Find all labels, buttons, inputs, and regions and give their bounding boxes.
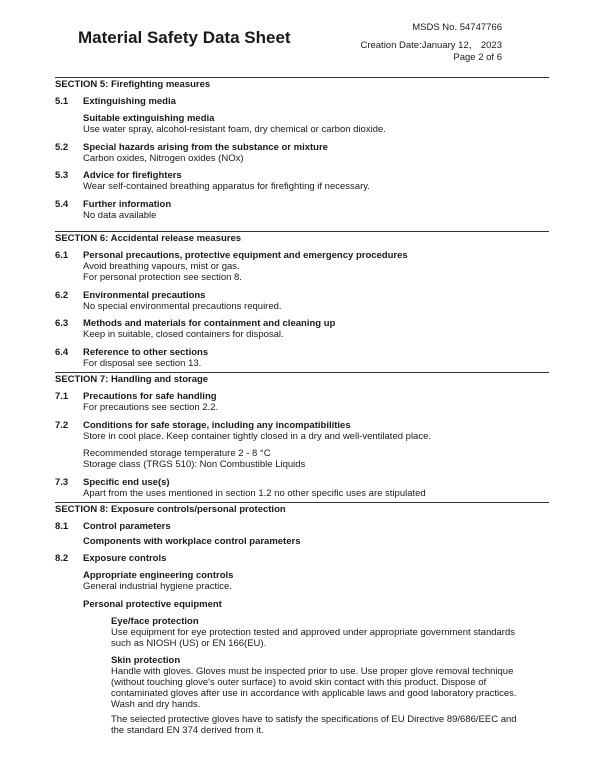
item-heading: Advice for firefighters <box>83 170 182 181</box>
item-text: Handle with gloves. Gloves must be inspected prior to use. Use proper glove removal technique <box>111 666 514 677</box>
item-heading: Exposure controls <box>83 553 167 564</box>
item-text: Wear self-contained breathing apparatus for firefighting if necessary. <box>83 181 370 192</box>
item-text: Apart from the uses mentioned in section 1.2 no other specific uses are stipulated <box>83 488 426 499</box>
item-heading: Extinguishing media <box>83 96 176 107</box>
item-number: 6.3 <box>55 318 69 329</box>
item-number: 5.1 <box>55 96 69 107</box>
item-heading: Special hazards arising from the substance or mixture <box>83 142 328 153</box>
section-divider <box>55 502 549 503</box>
item-heading: Specific end use(s) <box>83 477 170 488</box>
item-text: No special environmental precautions required. <box>83 301 282 312</box>
item-text: Carbon oxides, Nitrogen oxides (NOx) <box>83 153 244 164</box>
msds-number: MSDS No. 54747766 <box>412 22 502 33</box>
item-number: 5.3 <box>55 170 69 181</box>
section-8-title: SECTION 8: Exposure controls/personal protection <box>55 504 286 515</box>
item-heading: Personal precautions, protective equipment and emergency procedures <box>83 250 408 261</box>
item-text: Store in cool place. Keep container tightly closed in a dry and well-ventilated place. <box>83 431 432 442</box>
section-5-title: SECTION 5: Firefighting measures <box>55 79 211 90</box>
section-6-title: SECTION 6: Accidental release measures <box>55 233 242 244</box>
item-heading: Precautions for safe handling <box>83 391 217 402</box>
item-text: (without touching glove's outer surface) to avoid skin contact with this product. Dispose of <box>111 677 487 688</box>
item-text: For personal protection see section 8. <box>83 272 242 283</box>
creation-date: Creation Date:January 12， 2023 <box>360 40 502 51</box>
item-text: contaminated gloves after use in accordance with applicable laws and good laboratory practices. <box>111 688 517 699</box>
item-number: 6.1 <box>55 250 69 261</box>
section-7-title: SECTION 7: Handling and storage <box>55 374 209 385</box>
item-text: Use equipment for eye protection tested and approved under appropriate government standards <box>111 627 516 638</box>
item-number: 6.4 <box>55 347 69 358</box>
item-text: No data available <box>83 210 157 221</box>
item-heading: Control parameters <box>83 521 171 532</box>
item-number: 8.2 <box>55 553 69 564</box>
item-text: The selected protective gloves have to satisfy the specifications of EU Directive 89/686/EEC and <box>111 714 517 725</box>
subheading: Eye/face protection <box>111 616 199 627</box>
page-indicator: Page 2 of 6 <box>453 52 502 63</box>
item-number: 7.1 <box>55 391 69 402</box>
item-text: the standard EN 374 derived from it. <box>111 725 264 736</box>
item-text: For precautions see section 2.2. <box>83 402 219 413</box>
item-number: 7.2 <box>55 420 69 431</box>
item-text: Use water spray, alcohol-resistant foam, dry chemical or carbon dioxide. <box>83 124 386 135</box>
item-text: Storage class (TRGS 510): Non Combustible Liquids <box>83 459 306 470</box>
item-number: 6.2 <box>55 290 69 301</box>
item-text: Avoid breathing vapours, mist or gas. <box>83 261 240 272</box>
section-divider <box>55 231 549 232</box>
subheading: Suitable extinguishing media <box>83 113 215 124</box>
item-number: 5.4 <box>55 199 69 210</box>
item-text: General industrial hygiene practice. <box>83 581 232 592</box>
item-text: For disposal see section 13. <box>83 358 202 369</box>
subheading: Personal protective equipment <box>83 599 222 610</box>
item-number: 5.2 <box>55 142 69 153</box>
subheading: Skin protection <box>111 655 181 666</box>
item-heading: Conditions for safe storage, including any incompatibilities <box>83 420 351 431</box>
document-title: Material Safety Data Sheet <box>78 28 291 47</box>
item-text: Wash and dry hands. <box>111 699 201 710</box>
item-heading: Reference to other sections <box>83 347 209 358</box>
subheading: Components with workplace control parameters <box>83 536 301 547</box>
item-text: such as NIOSH (US) or EN 166(EU). <box>111 638 267 649</box>
item-heading: Environmental precautions <box>83 290 206 301</box>
section-divider <box>55 77 549 78</box>
item-text: Recommended storage temperature 2 - 8 °C <box>83 448 271 459</box>
section-divider <box>55 372 549 373</box>
item-heading: Further information <box>83 199 172 210</box>
subheading: Appropriate engineering controls <box>83 570 234 581</box>
item-heading: Methods and materials for containment and cleaning up <box>83 318 336 329</box>
item-number: 7.3 <box>55 477 69 488</box>
item-number: 8.1 <box>55 521 69 532</box>
item-text: Keep in suitable, closed containers for disposal. <box>83 329 284 340</box>
